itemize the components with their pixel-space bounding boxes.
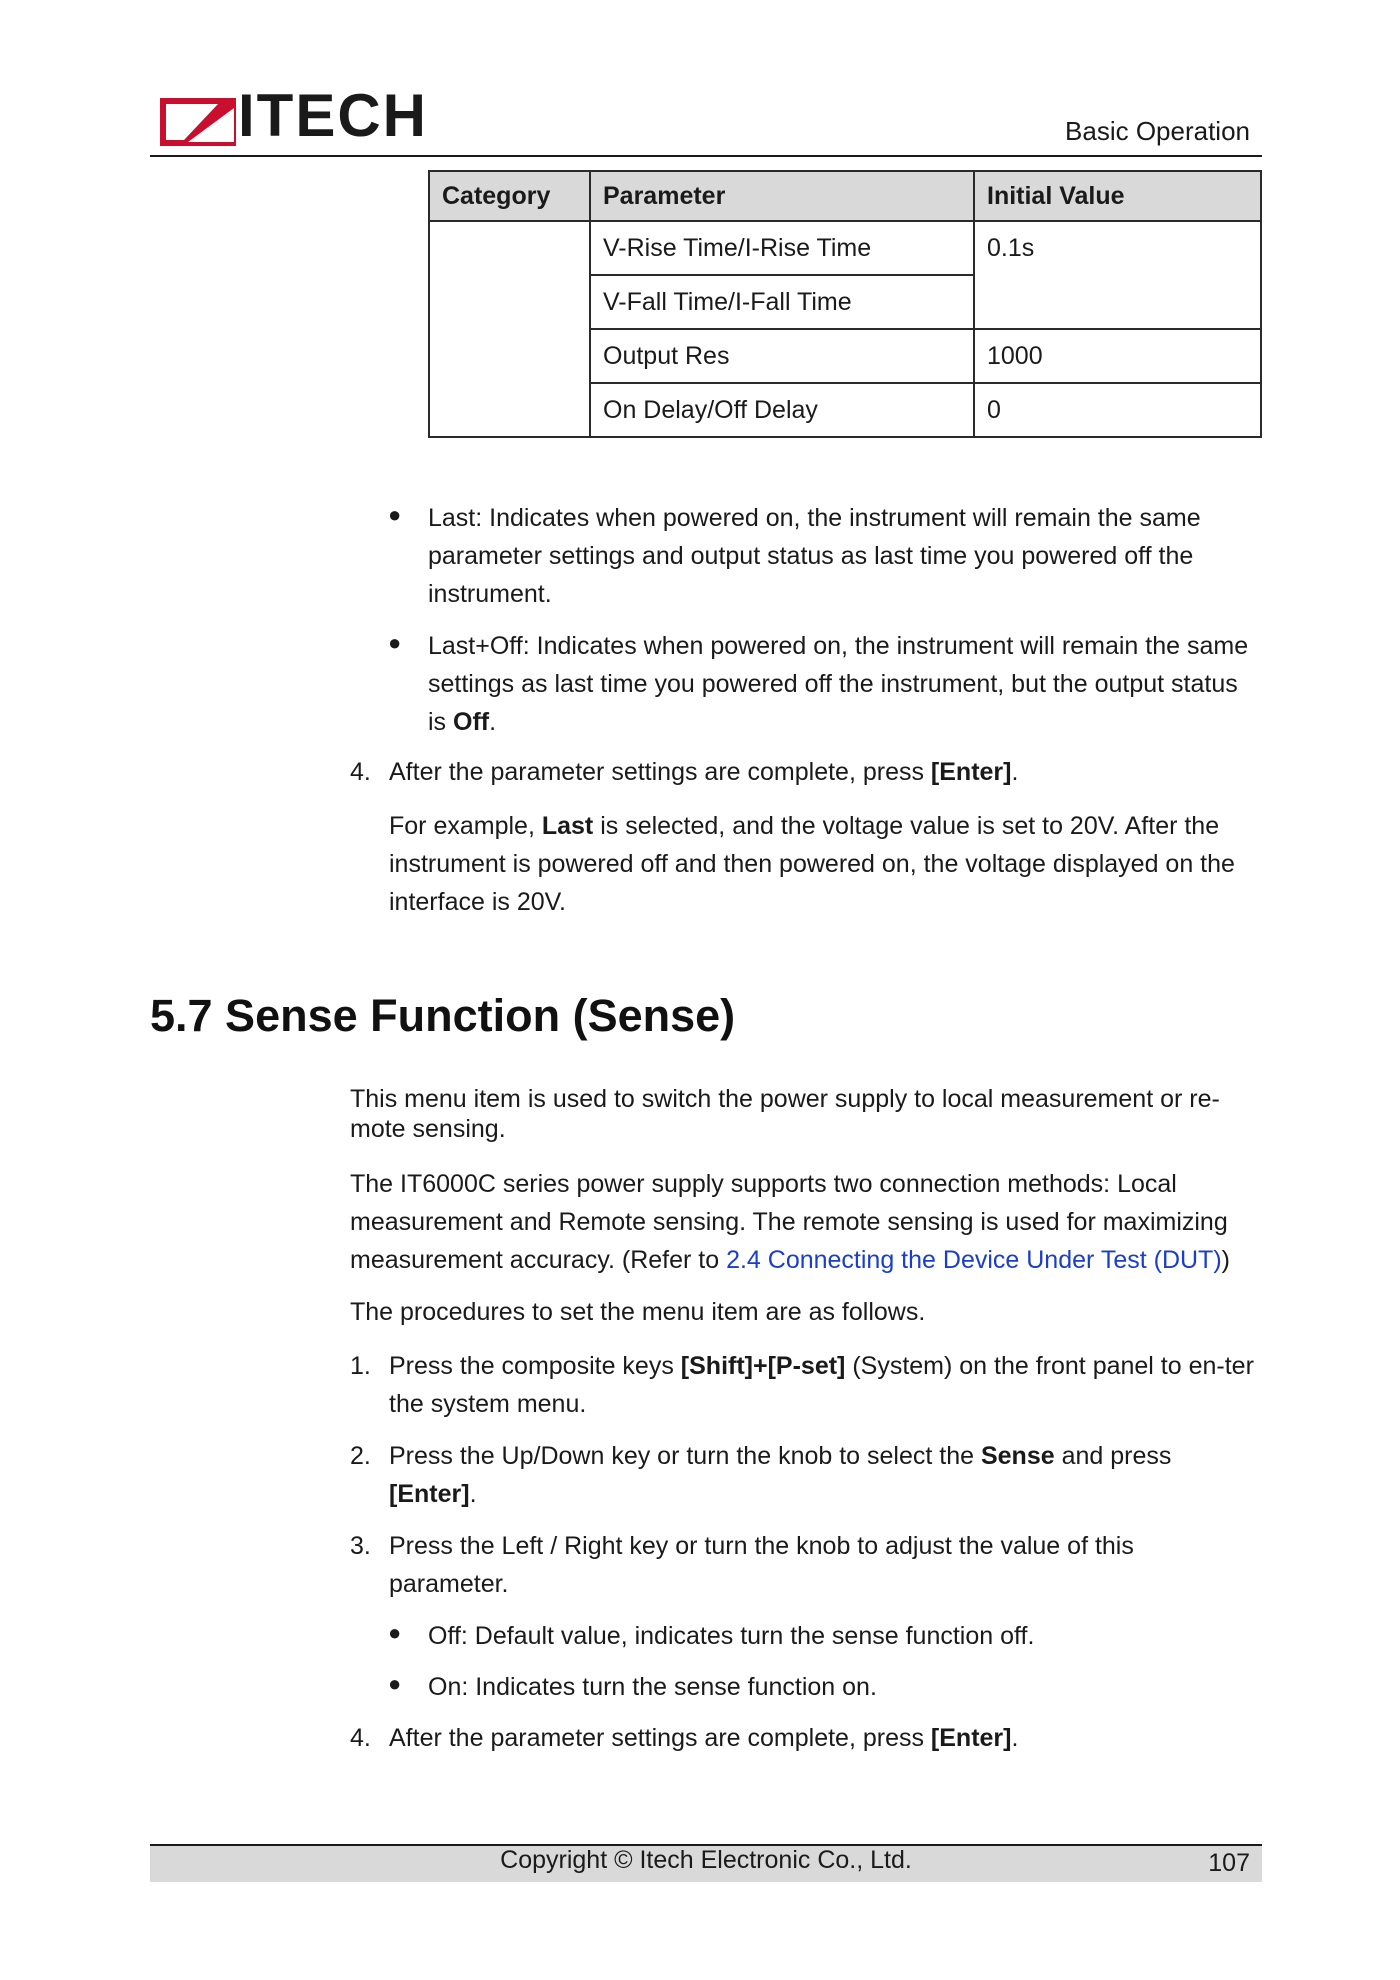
bullet-off: Off: Default value, indicates turn the sense function off.: [428, 1622, 1035, 1650]
table-cell: 0: [974, 383, 1261, 437]
step-number: 4.: [350, 1724, 371, 1752]
parameter-table: [428, 170, 1262, 438]
bullet-icon: ●: [388, 1620, 402, 1645]
table-header-row: [429, 171, 1261, 221]
table-row: [429, 221, 1261, 275]
bullet-icon: ●: [388, 502, 402, 527]
header-section-title: Basic Operation: [1065, 116, 1250, 146]
page-number: 107: [1208, 1849, 1250, 1877]
table-cell: 1000: [974, 329, 1261, 383]
step-number: 1.: [350, 1352, 371, 1380]
connection-paragraph: The IT6000C series power supply supports two connection methods: Local measurement and Remote sensing. The remote sensing is used for maximizing measurement accuracy. (Refer to 2.4 Connecting the Device Under Test (DUT)): [350, 1170, 1230, 1274]
bullet-icon: ●: [388, 1671, 402, 1696]
table-cell: V-Fall Time/I-Fall Time: [590, 275, 974, 329]
brand-wordmark: ITECH: [238, 82, 428, 149]
table-cell: 0.1s: [974, 221, 1261, 329]
table-cell: Output Res: [590, 329, 974, 383]
bullet-last: Last: Indicates when powered on, the instrument will remain the same parameter settings and output status as last time you powered off the instrument.: [428, 504, 1201, 608]
column-header: Parameter: [590, 171, 974, 221]
category-cell: [429, 221, 590, 437]
column-header: Initial Value: [974, 171, 1261, 221]
step-text: After the parameter settings are complete, press [Enter].: [389, 758, 1019, 786]
step-text: Press the Up/Down key or turn the knob to select the Sense and press [Enter].: [389, 1442, 1172, 1508]
section-heading: 5.7 Sense Function (Sense): [150, 990, 736, 1041]
footer-copyright: Copyright © Itech Electronic Co., Ltd.: [500, 1846, 912, 1874]
header-divider: [150, 155, 1262, 157]
step-number: 2.: [350, 1442, 371, 1470]
step-number: 3.: [350, 1532, 371, 1560]
cross-reference-link[interactable]: 2.4 Connecting the Device Under Test (DUT): [726, 1246, 1222, 1274]
step-number: 4.: [350, 758, 371, 786]
column-header: Category: [429, 171, 590, 221]
bullet-on: On: Indicates turn the sense function on.: [428, 1673, 877, 1701]
bullet-icon: ●: [388, 630, 402, 655]
bullet-last-off: Last+Off: Indicates when powered on, the instrument will remain the same settings as last time you powered off the instrument, but the output status is Off.: [428, 632, 1249, 736]
table-cell: V-Rise Time/I-Rise Time: [590, 221, 974, 275]
step-text: After the parameter settings are complete, press [Enter].: [389, 1724, 1019, 1752]
example-paragraph: For example, Last is selected, and the voltage value is set to 20V. After the instrument is powered off and then powered on, the voltage displayed on the interface is 20V.: [389, 812, 1235, 916]
table-cell: On Delay/Off Delay: [590, 383, 974, 437]
step-text: Press the composite keys [Shift]+[P-set] (System) on the front panel to en-ter the system menu.: [389, 1352, 1254, 1418]
step-text: Press the Left / Right key or turn the knob to adjust the value of this parameter.: [389, 1532, 1134, 1598]
procedure-intro: The procedures to set the menu item are as follows.: [350, 1298, 926, 1326]
section-intro: This menu item is used to switch the power supply to local measurement or re-mote sensing.: [350, 1085, 1220, 1143]
